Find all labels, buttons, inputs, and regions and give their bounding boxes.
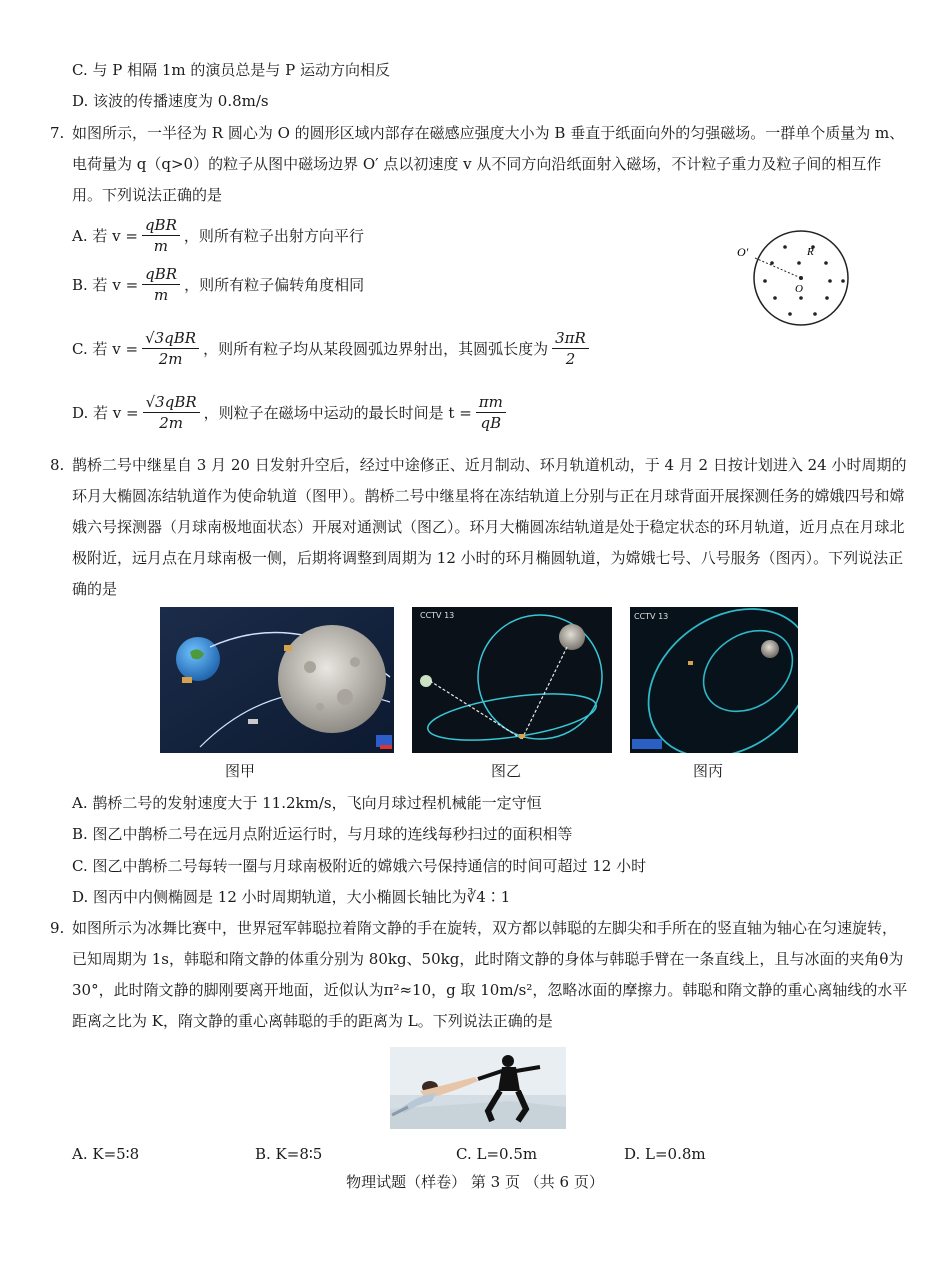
q7-a-prefix: A. 若 v = [72,227,138,245]
moon-icon [559,624,585,650]
q7-c-den: 2m [158,350,183,368]
q7-c-num2: 3πR [552,328,589,349]
q6-option-c: C. 与 P 相隔 1m 的演员总是与 P 运动方向相反 [72,61,391,79]
q7-d-fraction [143,392,200,433]
ice-dance-photo [390,1047,566,1129]
label-o-prime: O′ [737,245,749,259]
q7-b-num: qBR [142,264,180,285]
page-footer: 物理试题（样卷） 第 3 页 （共 6 页） [346,1173,604,1191]
moon-icon [278,625,386,733]
q7-c-prefix: C. 若 v = [72,340,139,358]
center-point [799,276,803,280]
q6-option-d: D. 该波的传播速度为 0.8m/s [72,92,269,110]
caption-jia: 图甲 [224,762,255,780]
q9-option-d: D. L=0.8m [624,1145,706,1163]
figure-jia-image [160,607,394,753]
q7-stem: 如图所示，一半径为 R 圆心为 O 的圆形区域内部存在磁感应强度大小为 B 垂直于纸面向外的匀强磁场。一群单个质量为 m、电荷量为 q（q>0）的粒子从图中磁场边界 O′ 点以初速度 v 从不同方向沿纸面射入磁场，不计粒子重力及粒子间的相互作用。下列说法正确的是 [72,124,905,204]
q7-c-fraction [142,328,199,369]
relay-satellite-icon [519,734,525,738]
q7-d-mid: ，则粒子在磁场中运动的最长时间是 t = [203,404,472,422]
q7-d-num2: πm [476,392,506,413]
figure-bing-image [630,607,798,753]
q7-a-fraction [142,215,180,256]
q7-magnetic-field-figure [735,228,865,330]
q7-a-suffix: ，则所有粒子出射方向平行 [183,227,364,245]
cctv-logo-bing: CCTV 13 [634,612,669,621]
q9-number: 9. [50,919,65,937]
q7-d-num: √3qBR [143,392,200,413]
q7-option-b [72,264,364,305]
q8-number: 8. [50,456,65,474]
caption-bing: 图丙 [692,762,723,780]
q8-option-d: D. 图丙中内侧椭圆是 12 小时周期轨道，大小椭圆长轴比为∛4∶1 [72,888,511,906]
q9-stem-block [50,913,910,1037]
q7-option-a [72,215,364,256]
q7-number: 7. [50,124,65,142]
radius-line [755,258,801,278]
q7-b-den: m [153,286,169,304]
figure-yi-image [412,607,612,753]
q7-d-fraction2 [476,392,506,433]
q8-option-a: A. 鹊桥二号的发射速度大于 11.2km/s，飞向月球过程机械能一定守恒 [72,794,542,812]
q9-option-b: B. K=8∶5 [255,1145,323,1163]
field-dots [763,245,845,316]
q7-d-den: 2m [159,414,184,432]
label-o: O [795,283,803,295]
q7-option-d [72,392,510,433]
q8-stem: 鹊桥二号中继星自 3 月 20 日发射升空后，经过中途修正、近月制动、环月轨道机动，于 4 月 2 日按计划进入 24 小时周期的环月大椭圆冻结轨道作为使命轨道（图甲）。鹊桥二号中继星将在冻结轨道上分别与正在月球背面开展探测任务的嫦娥四号和嫦娥六号探测器（月球南极地面状态）开展对通测试（图乙）。环月大椭圆冻结轨道是处于稳定状态的环月轨道，近月点在月球北极附近，远月点在月球南极一侧，后期将调整到周期为 12 小时的环月椭圆轨道，为嫦娥七号、八号服务（图丙）。下列说法正确的是 [72,456,907,598]
moon-icon [761,640,779,658]
q7-stem-block [50,118,910,211]
q7-b-fraction [142,264,180,305]
q7-c-den2: 2 [565,350,576,368]
cctv-logo-yi: CCTV 13 [420,611,455,620]
q7-a-den: m [153,237,169,255]
q7-option-c [72,328,593,369]
q8-stem-block [50,450,910,605]
q7-c-fraction2 [552,328,589,369]
q8-option-b: B. 图乙中鹊桥二号在远月点附近运行时，与月球的连线每秒扫过的面积相等 [72,825,573,843]
q7-c-num: √3qBR [142,328,199,349]
q7-d-prefix: D. 若 v = [72,404,139,422]
q7-c-mid: ，则所有粒子均从某段圆弧边界射出，其圆弧长度为 [203,340,549,358]
q7-a-num: qBR [142,215,180,236]
q9-stem: 如图所示为冰舞比赛中，世界冠军韩聪拉着隋文静的手在旋转，双方都以韩聪的左脚尖和手所在的竖直轴为轴心在匀速旋转，已知周期为 1s，韩聪和隋文静的体重分别为 80kg、50kg，此时隋文静的身体与韩聪手臂在一条直线上，且与冰面的夹角θ为 30°，此时隋文静的脚刚要离开地面，近似认为π²≈10，g 取 10m/s²，忽略冰面的摩擦力。韩聪和隋文静的重心离轴线的水平距离之比为 K，隋文静的重心离韩聪的手的距离为 L。下列说法正确的是 [72,919,908,1030]
q7-b-prefix: B. 若 v = [72,276,139,294]
label-r: R [807,246,814,258]
q7-b-suffix: ，则所有粒子偏转角度相同 [184,276,365,294]
q9-option-a: A. K=5∶8 [72,1145,140,1163]
q9-option-c: C. L=0.5m [456,1145,538,1163]
q8-option-c: C. 图乙中鹊桥二号每转一圈与月球南极附近的嫦娥六号保持通信的时间可超过 12 小时 [72,857,647,875]
caption-yi: 图乙 [490,762,521,780]
satellite-icon [182,677,192,683]
q7-d-den2: qB [480,414,502,432]
relay-satellite-icon [688,661,693,665]
